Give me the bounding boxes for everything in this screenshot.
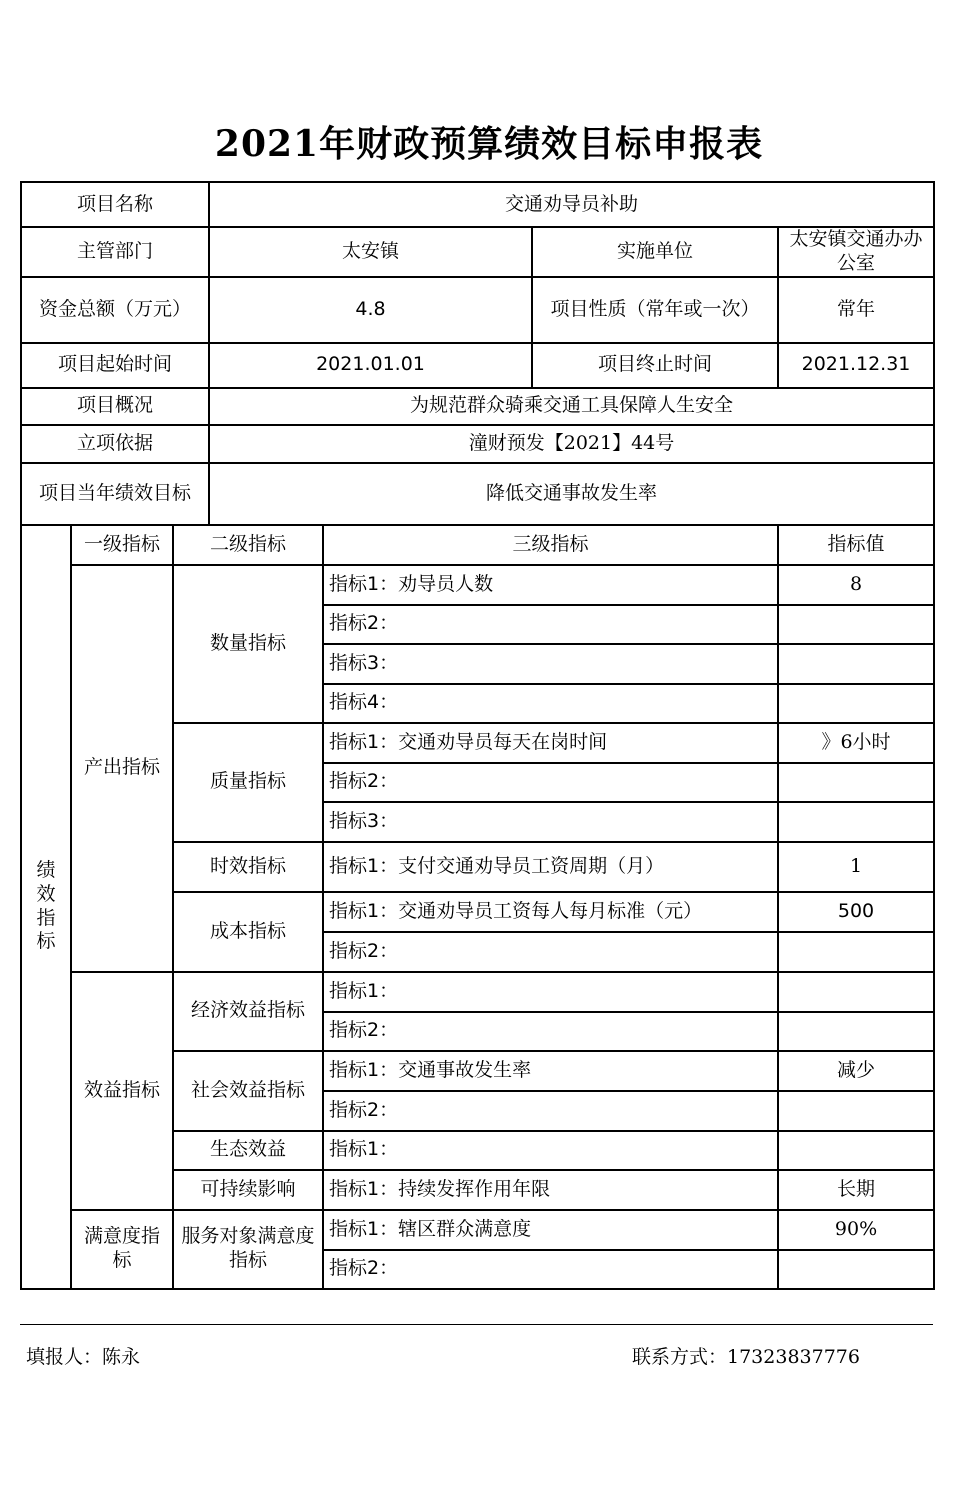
sustainable-label: 可持续影响: [173, 1170, 323, 1210]
indicator-text: 指标1：持续发挥作用年限: [323, 1170, 778, 1210]
indicator-text: 指标4：: [323, 684, 778, 723]
indicator-text: 指标3：: [323, 802, 778, 842]
indicator-value: [778, 644, 934, 684]
project-name-value: 交通劝导员补助: [209, 182, 934, 227]
project-name-label: 项目名称: [21, 182, 209, 227]
perf-side-label: 绩 效 指 标: [21, 525, 71, 1289]
table-row: [21, 565, 934, 605]
economic-label: 经济效益指标: [173, 972, 323, 1051]
indicator-text: 指标1：交通劝导员每天在岗时间: [323, 723, 778, 763]
header-level3: 三级指标: [323, 525, 778, 565]
quantity-label: 数量指标: [173, 565, 323, 723]
indicator-text: 指标2：: [323, 1012, 778, 1051]
funds-label: 资金总额（万元）: [21, 277, 209, 343]
indicator-text: 指标2：: [323, 932, 778, 972]
indicator-text: 指标1：支付交通劝导员工资周期（月）: [323, 842, 778, 892]
quality-label: 质量指标: [173, 723, 323, 842]
indicator-text: 指标2：: [323, 1091, 778, 1131]
indicator-value: [778, 802, 934, 842]
indicator-text: 指标1：交通劝导员工资每人每月标准（元）: [323, 892, 778, 932]
indicator-text: 指标2：: [323, 1250, 778, 1289]
indicator-value: 90%: [778, 1210, 934, 1250]
nature-value: 常年: [778, 277, 934, 343]
row-dates: [21, 343, 934, 388]
row-basis: [21, 425, 934, 463]
indicator-value: [778, 1250, 934, 1289]
indicator-value: 》6小时: [778, 723, 934, 763]
overview-value: 为规范群众骑乘交通工具保障人生安全: [209, 388, 934, 425]
row-funds: [21, 277, 934, 343]
dept-label: 主管部门: [21, 227, 209, 277]
budget-performance-form: [20, 181, 935, 1290]
social-label: 社会效益指标: [173, 1051, 323, 1131]
footer-divider: [20, 1324, 933, 1325]
page-title: 2021年财政预算绩效目标申报表: [214, 123, 764, 165]
goal-value: 降低交通事故发生率: [209, 463, 934, 525]
row-project-name: [21, 182, 934, 227]
indicator-text: 指标2：: [323, 763, 778, 802]
satisfaction-label: 满意度指标: [71, 1210, 173, 1289]
header-level1: 一级指标: [71, 525, 173, 565]
indicator-value: 减少: [778, 1051, 934, 1091]
goal-label: 项目当年绩效目标: [21, 463, 209, 525]
end-label: 项目终止时间: [532, 343, 778, 388]
row-department: [21, 227, 934, 277]
ecological-label: 生态效益: [173, 1131, 323, 1170]
filler-name: 填报人：陈永: [26, 1346, 141, 1368]
impl-label: 实施单位: [532, 227, 778, 277]
overview-label: 项目概况: [21, 388, 209, 425]
row-overview: [21, 388, 934, 425]
nature-label: 项目性质（常年或一次）: [532, 277, 778, 343]
header-level2: 二级指标: [173, 525, 323, 565]
indicator-text: 指标2：: [323, 605, 778, 644]
indicator-text: 指标3：: [323, 644, 778, 684]
indicator-text: 指标1：: [323, 1131, 778, 1170]
benefit-label: 效益指标: [71, 972, 173, 1210]
indicator-value: [778, 932, 934, 972]
cost-label: 成本指标: [173, 892, 323, 972]
row-goal: [21, 463, 934, 525]
indicator-value: [778, 605, 934, 644]
indicator-value: [778, 1012, 934, 1051]
basis-label: 立项依据: [21, 425, 209, 463]
indicator-value: [778, 972, 934, 1012]
contact-info: 联系方式：17323837776: [632, 1346, 860, 1368]
indicator-text: 指标1：劝导员人数: [323, 565, 778, 605]
start-label: 项目起始时间: [21, 343, 209, 388]
start-value: 2021.01.01: [209, 343, 532, 388]
service-label: 服务对象满意度指标: [173, 1210, 323, 1289]
indicator-value: 8: [778, 565, 934, 605]
indicator-value: [778, 763, 934, 802]
basis-value: 潼财预发【2021】44号: [209, 425, 934, 463]
indicator-text: 指标1：: [323, 972, 778, 1012]
indicator-value: [778, 1091, 934, 1131]
funds-value: 4.8: [209, 277, 532, 343]
indicator-value: 500: [778, 892, 934, 932]
indicator-value: [778, 1131, 934, 1170]
indicator-text: 指标1：辖区群众满意度: [323, 1210, 778, 1250]
table-row: [21, 1210, 934, 1250]
perf-header-row: [21, 525, 934, 565]
indicator-text: 指标1：交通事故发生率: [323, 1051, 778, 1091]
table-row: [21, 972, 934, 1012]
indicator-value: 1: [778, 842, 934, 892]
header-value: 指标值: [778, 525, 934, 565]
impl-value: 太安镇交通办办公室: [778, 227, 934, 277]
end-value: 2021.12.31: [778, 343, 934, 388]
indicator-value: [778, 684, 934, 723]
indicator-value: 长期: [778, 1170, 934, 1210]
timeliness-label: 时效指标: [173, 842, 323, 892]
output-label: 产出指标: [71, 565, 173, 972]
dept-value: 太安镇: [209, 227, 532, 277]
